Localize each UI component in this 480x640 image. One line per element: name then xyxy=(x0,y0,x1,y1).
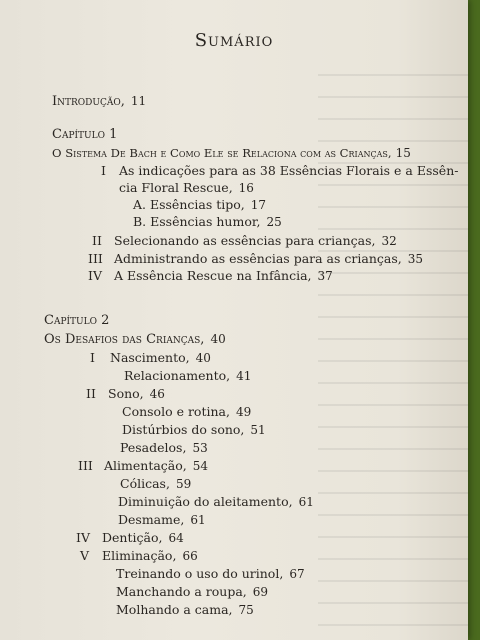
toc-entry xyxy=(114,251,423,267)
toc-entry xyxy=(122,404,251,420)
entry-text: Relacionamento, xyxy=(124,368,231,383)
toc-entry xyxy=(116,584,268,600)
page-number: 25 xyxy=(266,215,282,229)
page-number: 46 xyxy=(149,387,165,401)
entry-text: Cólicas, xyxy=(120,476,170,491)
chapter-1-title xyxy=(52,145,411,161)
entry-text: Dentição, xyxy=(102,530,163,545)
page-number: 69 xyxy=(252,585,269,599)
entry-text: A Essência Rescue na Infância, xyxy=(114,268,312,283)
toc-entry xyxy=(110,350,211,366)
section-numeral: V xyxy=(80,548,90,563)
entry-text: Distúrbios do sono, xyxy=(122,422,245,437)
page-number: 67 xyxy=(289,567,305,581)
toc-entry xyxy=(102,530,184,546)
entry-text: Eliminação, xyxy=(102,548,177,563)
entry-text: Treinando o uso do urinol, xyxy=(116,566,284,581)
page-number: 49 xyxy=(235,405,252,419)
page-number: 53 xyxy=(192,441,208,455)
toc-entry xyxy=(124,368,251,384)
toc-entry xyxy=(108,386,165,402)
page-number: 61 xyxy=(190,513,206,527)
entry-text: Manchando a roupa, xyxy=(116,584,247,599)
chapter-2-title xyxy=(44,331,226,348)
page-number: 64 xyxy=(168,531,184,545)
entry-text: A. Essências tipo, xyxy=(133,197,245,212)
page-number: 15 xyxy=(395,146,411,160)
page-number: 54 xyxy=(192,459,209,473)
section-numeral: IV xyxy=(88,268,102,283)
page-number: 35 xyxy=(407,252,423,266)
toc-entry xyxy=(116,566,305,582)
toc-entry: As indicações para as 38 Essências Florais e a Essên- xyxy=(119,163,459,178)
page-number: 37 xyxy=(317,269,333,283)
section-numeral: II xyxy=(86,386,96,401)
entry-text: Selecionando as essências para crianças, xyxy=(114,233,376,248)
chapter-title-text: O Sistema De Bach e Como Ele se Relaciona com as Crianças, xyxy=(52,146,392,160)
toc-entry xyxy=(118,512,206,528)
toc-entry xyxy=(104,458,208,474)
chapter-2-label: Capítulo 2 xyxy=(44,313,110,328)
toc-entry xyxy=(133,214,282,230)
page-number: 51 xyxy=(250,423,266,437)
entry-text: Administrando as essências para as crianças, xyxy=(114,251,402,266)
page-number: 41 xyxy=(236,369,252,383)
page-number: 66 xyxy=(182,549,198,563)
entry-text: cia Floral Rescue, xyxy=(119,180,233,195)
section-numeral: II xyxy=(92,233,102,248)
page-number: 61 xyxy=(298,495,314,509)
chapter-1-label: Capítulo 1 xyxy=(52,127,118,142)
section-numeral: IV xyxy=(76,530,90,545)
page-number: 11 xyxy=(130,94,147,108)
page-number: 75 xyxy=(238,603,254,617)
toc-entry xyxy=(118,494,314,510)
page-title: Sumário xyxy=(194,30,274,51)
section-numeral: I xyxy=(101,163,106,178)
entry-text: Sono, xyxy=(108,386,144,401)
page-number: 17 xyxy=(250,198,267,212)
toc-entry-introduction xyxy=(52,93,146,110)
toc-entry xyxy=(122,422,266,438)
toc-entry xyxy=(102,548,198,564)
entry-label: Introdução, xyxy=(52,94,125,109)
toc-entry xyxy=(133,197,266,213)
toc-entry xyxy=(120,440,208,456)
entry-text: B. Essências humor, xyxy=(133,214,261,229)
section-numeral: III xyxy=(78,458,93,473)
section-numeral: III xyxy=(88,251,103,266)
entry-text: Diminuição do aleitamento, xyxy=(118,494,293,509)
entry-text: Alimentação, xyxy=(104,458,187,473)
entry-text: Pesadelos, xyxy=(120,440,187,455)
page-number: 59 xyxy=(175,477,192,491)
page-number: 40 xyxy=(210,332,226,346)
toc-entry xyxy=(119,180,254,196)
toc-entry xyxy=(114,233,397,249)
section-numeral: I xyxy=(90,350,95,365)
entry-text: Desmame, xyxy=(118,512,185,527)
page-number: 32 xyxy=(381,234,397,248)
toc-entry xyxy=(114,268,333,284)
entry-text: Consolo e rotina, xyxy=(122,404,230,419)
toc-entry xyxy=(116,602,254,618)
page-number: 40 xyxy=(195,351,211,365)
chapter-title-text: Os Desafios das Crianças, xyxy=(44,332,205,347)
entry-text: Molhando a cama, xyxy=(116,602,233,617)
entry-text: Nascimento, xyxy=(110,350,190,365)
page-number: 16 xyxy=(238,181,254,195)
toc-entry xyxy=(120,476,191,492)
